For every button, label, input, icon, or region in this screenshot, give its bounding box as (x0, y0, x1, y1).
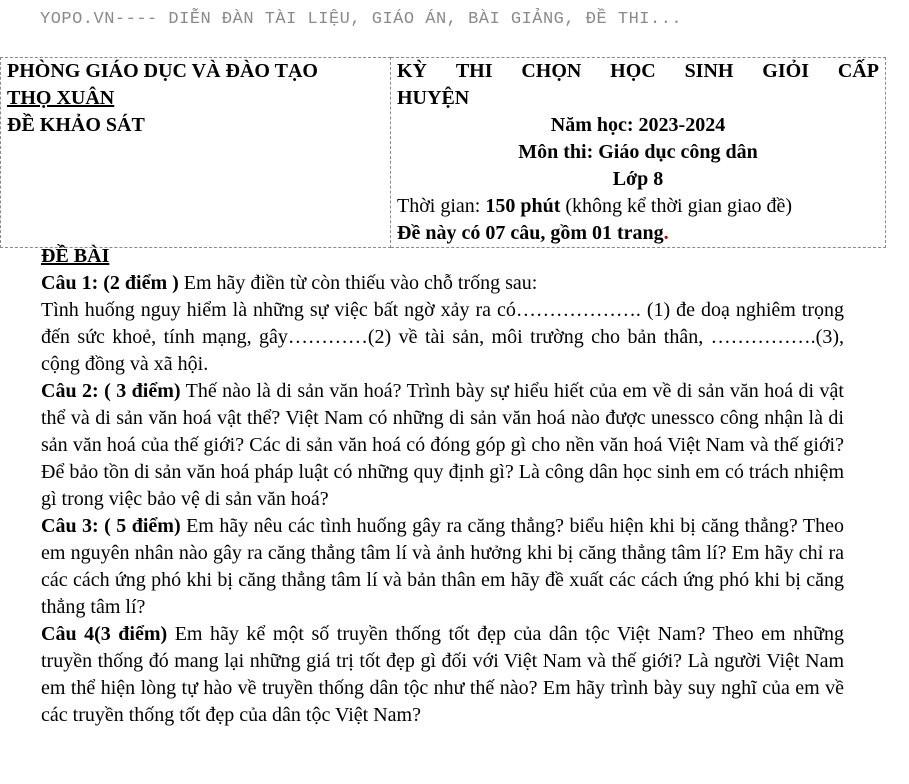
time-prefix: Thời gian: (397, 195, 486, 217)
exam-title-line (397, 58, 879, 85)
page-note-end: . (663, 222, 669, 244)
question-1 (41, 270, 844, 297)
exam-word: CHỌN (521, 60, 582, 82)
question-1-fill-blank: Tình huống nguy hiểm là những sự việc bất ngờ xảy ra có………………. (1) đe doạ nghiêm trọng đến sức khoẻ, tính mạng, gây…………(2) về tài sản, môi trường cho bản thân, …………….(3), cộng đồng và xã hội. (41, 299, 844, 375)
header-left-cell (1, 58, 391, 248)
subject: Môn thi: Giáo dục công dân (518, 141, 758, 163)
question-text: Em hãy kể một số truyền thống tốt đẹp của dân tộc Việt Nam? Theo em những truyền thống đó mang lại những giá trị tốt đẹp gì đối với Việt Nam và thế giới? Là người Việt Nam em thể hiện lòng tự hào về truyền thống dân tộc như thế nào? Em hãy trình bày suy nghĩ của em về các truyền thống tốt đẹp của dân tộc Việt Nam? (41, 623, 844, 726)
question-text: Em hãy điền từ còn thiếu vào chỗ trống sau: (178, 272, 538, 294)
question-points: (2 điểm ) (103, 272, 179, 294)
time-value: 150 phút (485, 195, 561, 217)
page-note-text: Đề này có 07 câu, gồm 01 trang (397, 222, 664, 244)
exam-word: SINH (684, 60, 734, 82)
section-heading: ĐỀ BÀI (41, 245, 110, 267)
exam-word: KỲ (397, 60, 427, 82)
org-line-1: PHÒNG GIÁO DỤC VÀ ĐÀO TẠO (7, 60, 318, 82)
exam-word: GIỎI (762, 60, 809, 82)
exam-header-table (0, 57, 886, 248)
exam-word: HỌC (610, 60, 656, 82)
time-line (397, 193, 879, 220)
exam-title-line-2: HUYỆN (397, 87, 470, 109)
school-year: Năm học: 2023-2024 (550, 114, 726, 136)
question-2 (41, 378, 844, 513)
question-3 (41, 513, 844, 621)
grade: Lớp 8 (612, 168, 664, 190)
question-label: Câu 2: (41, 380, 105, 402)
site-watermark: YOPO.VN---- DIỄN ĐÀN TÀI LIỆU, GIÁO ÁN, BÀI GIẢNG, ĐỀ THI... (40, 10, 683, 29)
exam-body (41, 243, 844, 729)
question-points: ( 3 điểm) (104, 380, 181, 402)
exam-word: THI (455, 60, 493, 82)
header-right-cell (391, 58, 886, 248)
question-label: Câu 3: (41, 515, 105, 537)
time-suffix: (không kể thời gian giao đề) (560, 195, 793, 217)
exam-word: CẤP (837, 60, 879, 82)
question-label: Câu 1: (41, 272, 104, 294)
question-text: Thế nào là di sản văn hoá? Trình bày sự hiểu hiết của em về di sản văn hoá di vật thể và di sản văn hoá vật thể? Việt Nam có những di sản văn hoá nào được unessco công nhận là di sản văn hoá của thế giới? Các di sản văn hoá có đóng góp gì cho nền văn hoá Việt Nam và thế giới? Để bảo tồn di sản văn hoá pháp luật có những quy định gì? Là công dân học sinh em có trách nhiệm gì trong việc bảo vệ di sản văn hoá? (41, 380, 844, 510)
question-points: ( 5 điểm) (104, 515, 181, 537)
org-line-2: THỌ XUÂN (7, 87, 115, 109)
question-4 (41, 621, 844, 729)
question-label: Câu 4(3 điểm) (41, 623, 168, 645)
question-text: Em hãy nêu các tình huống gây ra căng thẳng? biểu hiện khi bị căng thẳng? Theo em nguyên nhân nào gây ra căng thẳng tâm lí và ảnh hưởng khi bị căng thẳng tâm lí? Em hãy chỉ ra các cách ứng phó khi bị căng thẳng tâm lí và bản thân em hãy đề xuất các cách ứng phó khi bị căng thẳng tâm lí? (41, 515, 844, 618)
doc-type: ĐỀ KHẢO SÁT (7, 114, 145, 136)
